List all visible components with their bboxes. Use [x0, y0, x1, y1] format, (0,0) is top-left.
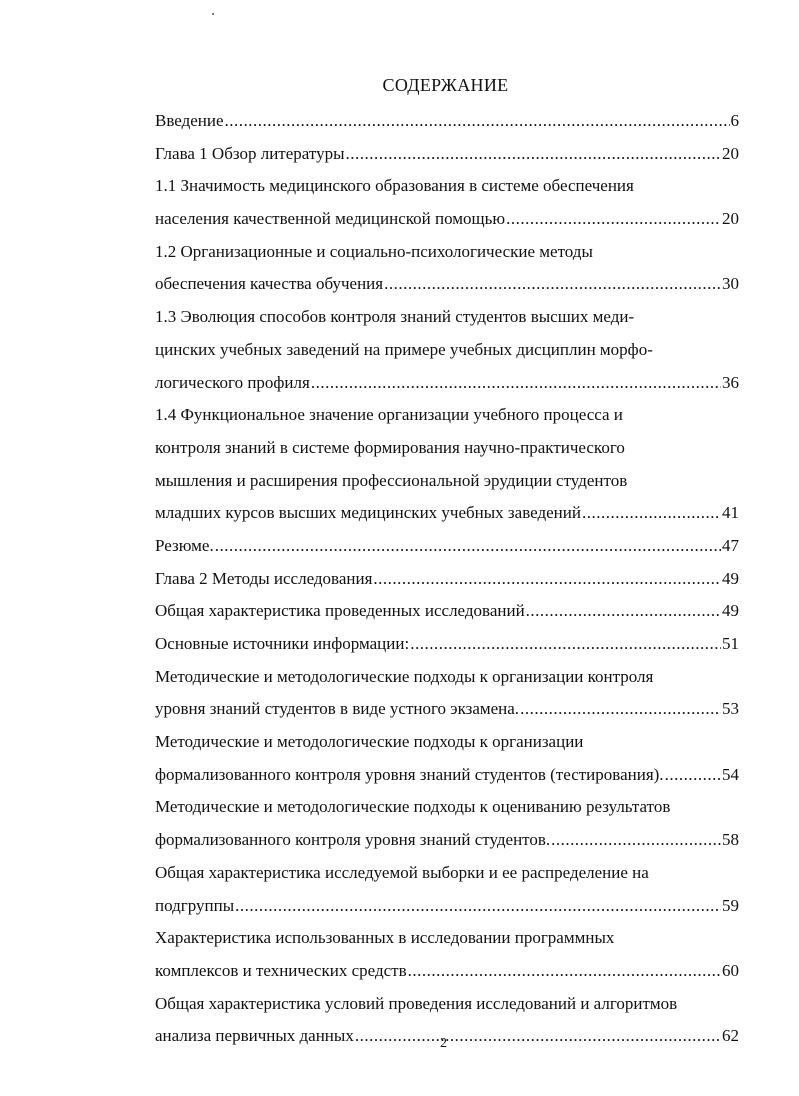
toc-entry-page: 47: [722, 535, 739, 555]
toc-entry-text-line: 1.1 Значимость медицинского образования в системе обеспечения: [155, 176, 634, 196]
toc-entry-text: Резюме.: [155, 535, 214, 555]
table-of-contents: [155, 105, 739, 1053]
toc-title: СОДЕРЖАНИЕ: [382, 75, 509, 95]
toc-entry-text-line: цинских учебных заведений на примере учебных дисциплин морфо-: [155, 339, 653, 359]
toc-entry-oral-exam[interactable]: [155, 693, 739, 726]
toc-entry-section-1-3[interactable]: [155, 367, 739, 400]
toc-entry-text-line: Общая характеристика условий проведения исследований и алгоритмов: [155, 993, 678, 1013]
toc-entry-text-line: Методические и методологические подходы к организации: [155, 732, 584, 752]
toc-entry-page: 20: [722, 143, 739, 163]
toc-entry-text-line: мышления и расширения профессиональной эрудиции студентов: [155, 470, 628, 490]
toc-entry-text-line: 1.4 Функциональное значение организации учебного процесса и: [155, 405, 623, 425]
dot-leader: [373, 563, 721, 596]
toc-entry-page: 36: [722, 372, 739, 392]
toc-entry-text-line: 1.3 Эволюция способов контроля знаний студентов высших меди-: [155, 307, 635, 327]
toc-entry-text: Глава 1 Обзор литературы: [155, 143, 345, 163]
toc-entry-text: подгруппы: [155, 895, 235, 915]
toc-entry-text-line: Характеристика использованных в исследовании программных: [155, 928, 615, 948]
toc-entry-information-sources[interactable]: [155, 628, 739, 661]
toc-entry-page: 54: [722, 764, 739, 784]
toc-entry-chapter-2[interactable]: [155, 563, 739, 596]
dot-leader: [215, 530, 721, 563]
toc-entry-page: 60: [722, 960, 739, 980]
toc-entry-sample[interactable]: [155, 890, 739, 923]
toc-entry-page: 41: [722, 503, 739, 523]
toc-entry-text-line: 1.2 Организационные и социально-психологические методы: [155, 241, 593, 261]
toc-entry-page: 62: [722, 1026, 739, 1046]
toc-entry-chapter-1[interactable]: [155, 138, 739, 171]
toc-entry-text-line: Методические и методологические подходы к оцениванию результатов: [155, 797, 671, 817]
toc-entry-text: формализованного контроля уровня знаний студентов.: [155, 830, 551, 850]
toc-entry-page: 51: [722, 634, 739, 653]
toc-entry-text: Введение: [155, 111, 224, 130]
page-number: 2: [440, 1036, 447, 1051]
dot-leader: [346, 138, 721, 171]
scan-speck: [212, 13, 214, 15]
dot-leader: [410, 628, 721, 661]
toc-entry-page: 49: [722, 601, 739, 621]
toc-entry-section-1-2[interactable]: [155, 268, 739, 301]
toc-entry-software[interactable]: [155, 955, 739, 988]
toc-entry-introduction[interactable]: [155, 105, 739, 138]
toc-entry-page: 58: [722, 830, 739, 850]
dot-leader: [384, 268, 721, 301]
toc-entry-page: 30: [722, 274, 739, 294]
toc-entry-section-1-1[interactable]: [155, 203, 739, 236]
toc-entry-testing[interactable]: [155, 759, 739, 792]
dot-leader: [551, 824, 721, 857]
dot-leader: [408, 955, 721, 988]
toc-entry-text: комплексов и технических средств: [155, 960, 407, 980]
toc-entry-text: логического профиля: [155, 372, 310, 392]
dot-leader: [520, 693, 721, 726]
toc-entry-text: анализа первичных данных: [155, 1026, 354, 1046]
toc-entry-text-line: Общая характеристика исследуемой выборки и ее распределение на: [155, 862, 649, 882]
toc-entry-page: 53: [722, 699, 739, 719]
toc-entry-page: 49: [722, 568, 739, 588]
dot-leader: [582, 497, 721, 530]
toc-entry-general-characteristics[interactable]: [155, 595, 739, 628]
dot-leader: [526, 595, 721, 628]
dot-leader: [225, 105, 730, 138]
toc-entry-section-1-4[interactable]: [155, 497, 739, 530]
toc-entry-page: 20: [722, 209, 739, 229]
toc-entry-text: Общая характеристика проведенных исследований: [155, 601, 525, 621]
dot-leader: [311, 367, 721, 400]
dot-leader: [665, 759, 721, 792]
toc-entry-summary[interactable]: [155, 530, 739, 563]
toc-entry-text: обеспечения качества обучения: [155, 274, 384, 294]
toc-entry-page: 59: [722, 895, 739, 915]
toc-entry-text: формализованного контроля уровня знаний студентов (тестирования).: [155, 764, 664, 784]
toc-entry-text: Основные источники информации:: [155, 634, 410, 653]
toc-entry-page: 6: [730, 111, 739, 130]
dot-leader: [506, 203, 721, 236]
toc-entry-text: Глава 2 Методы исследования: [155, 568, 373, 588]
dot-leader: [235, 890, 721, 923]
toc-entry-evaluation[interactable]: [155, 824, 739, 857]
toc-entry-text-line: контроля знаний в системе формирования научно-практического: [155, 437, 625, 457]
toc-entry-text: уровня знаний студентов в виде устного экзамена.: [155, 699, 520, 719]
toc-entry-text: населения качественной медицинской помощью: [155, 209, 506, 229]
toc-entry-text: младших курсов высших медицинских учебных заведений: [155, 503, 581, 523]
toc-entry-text-line: Методические и методологические подходы к организации контроля: [155, 666, 654, 686]
